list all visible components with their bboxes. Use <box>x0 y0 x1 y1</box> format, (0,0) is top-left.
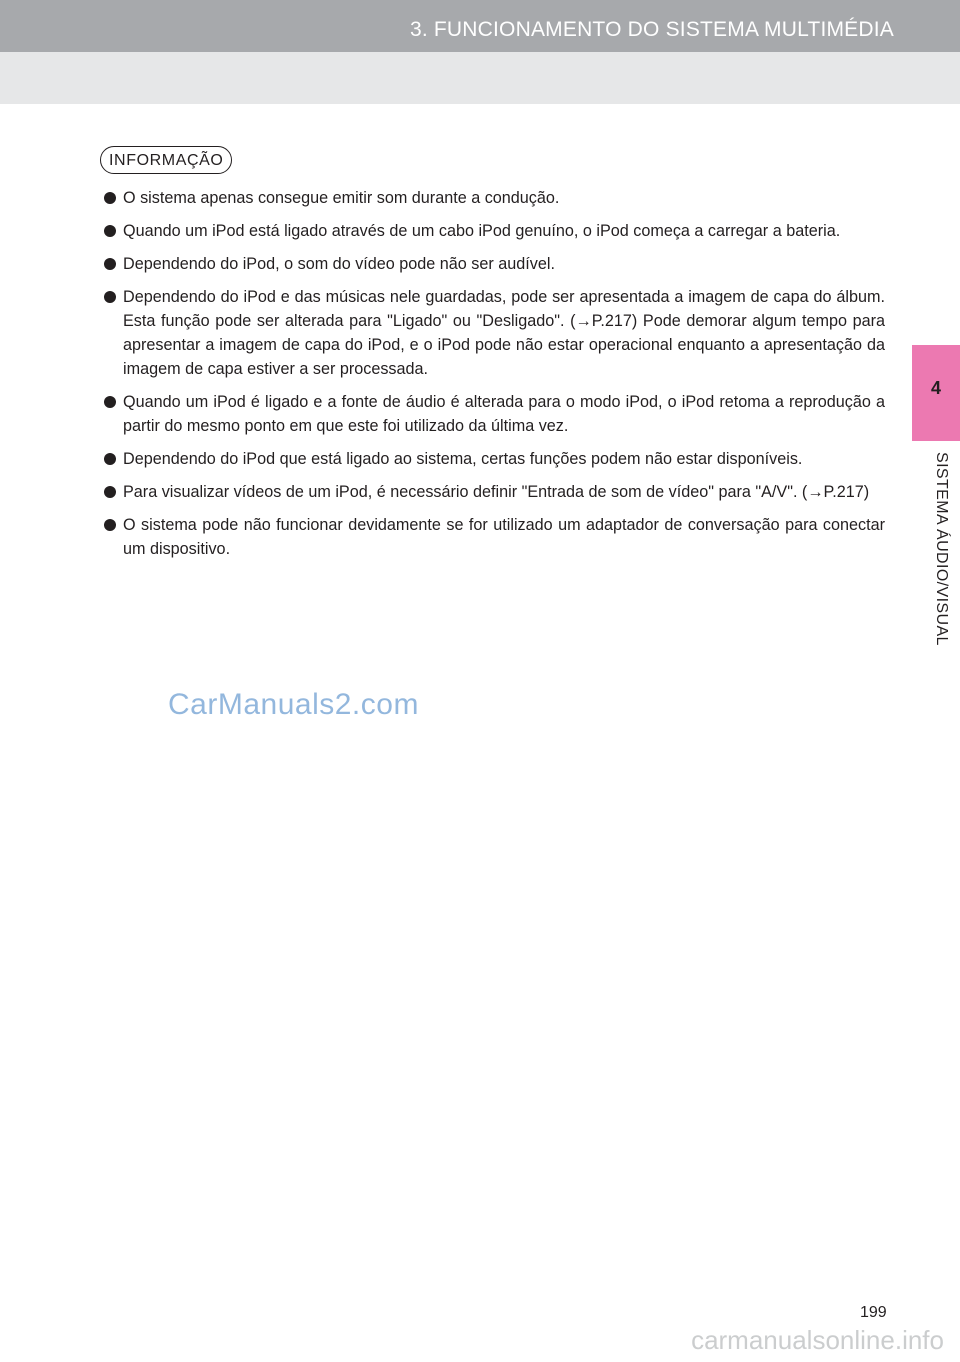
list-item <box>103 252 885 276</box>
list-item-text: Dependendo do iPod, o som do vídeo pode não ser audível. <box>123 255 555 273</box>
footer-watermark: carmanualsonline.info <box>691 1325 944 1355</box>
list-item-text: Para visualizar vídeos de um iPod, é necessário definir "Entrada de som de vídeo" para "A/V". (→P.217) <box>123 483 870 501</box>
chapter-label: SISTEMA ÁUDIO/VISUAL <box>933 452 950 646</box>
list-item <box>103 219 885 243</box>
information-badge: INFORMAÇÃO <box>100 146 232 174</box>
list-item-text: Dependendo do iPod que está ligado ao sistema, certas funções podem não estar disponíveis. <box>123 450 803 468</box>
list-item <box>103 390 885 438</box>
list-item <box>103 480 885 504</box>
list-item-text: O sistema apenas consegue emitir som durante a condução. <box>123 189 560 207</box>
bullet-icon <box>104 519 116 531</box>
bullet-icon <box>104 453 116 465</box>
bullet-icon <box>104 486 116 498</box>
watermark-logo: CarManuals2.com <box>168 688 419 721</box>
list-item-text: Quando um iPod está ligado através de um cabo iPod genuíno, o iPod começa a carregar a bateria. <box>123 222 841 240</box>
list-item-text: Dependendo do iPod e das músicas nele guardadas, pode ser apresentada a imagem de capa do álbum. Esta função pode ser alterada para "Ligado" ou "Desligado". (→P.217) Pode demorar algum tempo para apresentar a imagem de capa do iPod, e o iPod pode não estar operacional enquanto a apresentação da imagem de capa estiver a ser processada. <box>123 288 885 378</box>
list-item-text: O sistema pode não funcionar devidamente se for utilizado um adaptador de conversação para conectar um dispositivo. <box>123 516 885 558</box>
bullet-icon <box>104 225 116 237</box>
section-title: 3. FUNCIONAMENTO DO SISTEMA MULTIMÉDIA <box>409 18 894 41</box>
information-list <box>103 186 885 570</box>
list-item <box>103 447 885 471</box>
list-item-text: Quando um iPod é ligado e a fonte de áudio é alterada para o modo iPod, o iPod retoma a reprodução a partir do mesmo ponto em que este foi utilizado da última vez. <box>123 393 885 435</box>
bullet-icon <box>104 291 116 303</box>
bullet-icon <box>104 396 116 408</box>
bullet-icon <box>104 192 116 204</box>
header-sub-band <box>0 52 960 104</box>
header-band <box>0 0 960 52</box>
list-item <box>103 513 885 561</box>
chapter-number: 4 <box>930 378 941 398</box>
page-number: 199 <box>860 1304 887 1321</box>
list-item <box>103 285 885 381</box>
bullet-icon <box>104 258 116 270</box>
chapter-tab <box>912 345 960 441</box>
list-item <box>103 186 885 210</box>
